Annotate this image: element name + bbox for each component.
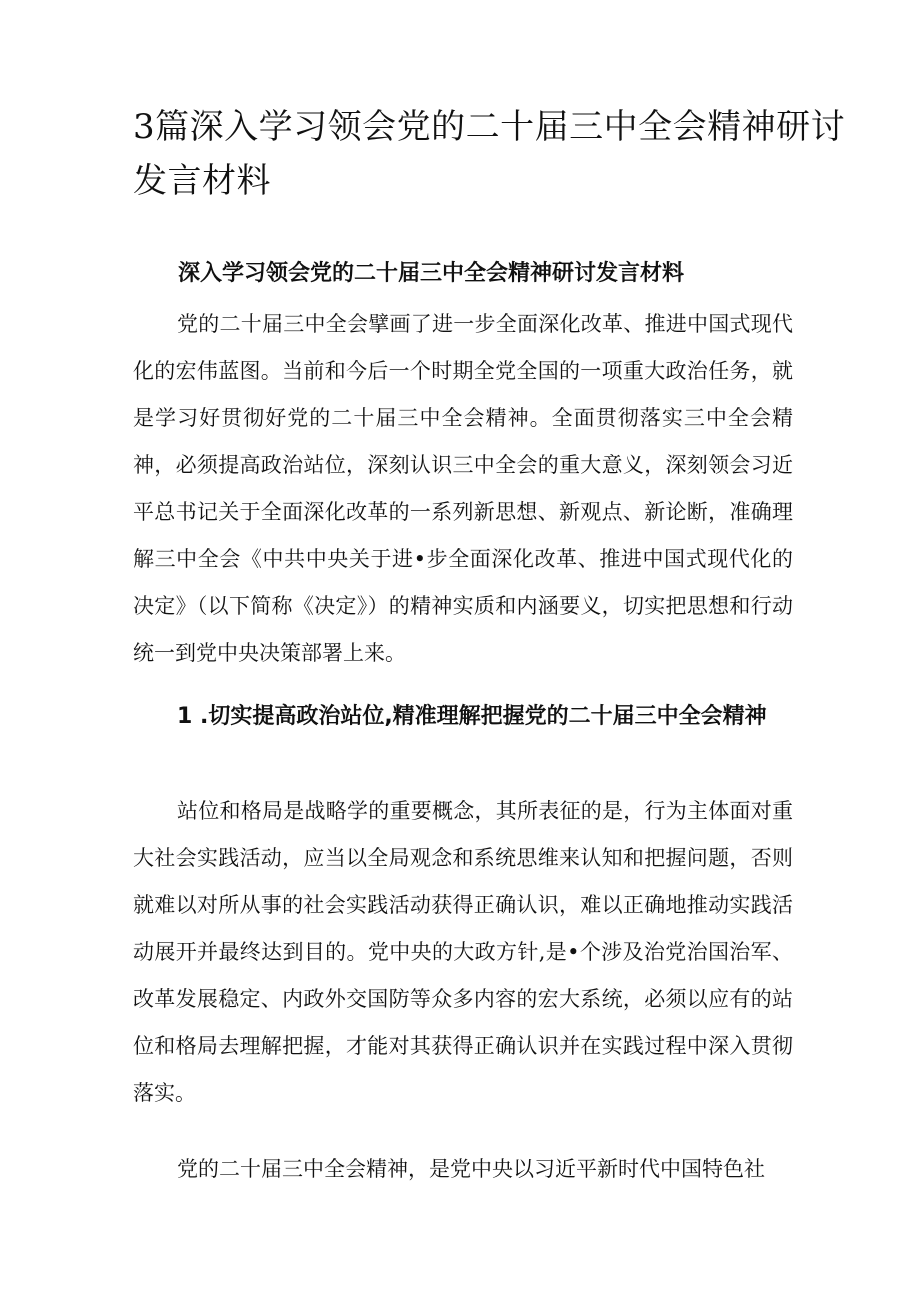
paragraph-3: 党的二十届三中全会精神，是党中央以习近平新时代中国特色社 (177, 1157, 765, 1181)
paragraph-1: 党的二十届三中全会擘画了进一步全面深化改革、推进中国式现代化的宏伟蓝图。当前和今后一个时期全党全国的一项重大政治任务，就是学习好贯彻好党的二十届三中全会精神。全面贯彻落实三中全会精神，必须提高政治站位，深刻认识三中全会的重大意义，深刻领会习近平总书记关于全面深化改革的一系列新思想、新观点、新论断，准确理解三中全会《中共中央关于进•步全面深化改革、推进中国式现代化的决定》（以下简称《决定》）的精神实质和内涵要义，切实把思想和行动统一到党中央决策部署上来。 (133, 312, 793, 665)
section-heading-1: 1 .切实提高政治站位,精准理解把握党的二十届三中全会精神 (177, 704, 767, 729)
paragraph-2: 站位和格局是战略学的重要概念，其所表征的是，行为主体面对重大社会实践活动，应当以全局观念和系统思维来认知和把握问题，否则就难以对所从事的社会实践活动获得正确认识，难以正确地推动实践活动展开并最终达到目的。党中央的大政方针,是•个涉及治党治国治军、改革发展稳定、内政外交国防等众多内容的宏大系统，必须以应有的站位和格局去理解把握，才能对其获得正确认识并在实践过程中深入贯彻落实。 (133, 799, 793, 1105)
article-subtitle: 深入学习领会党的二十届三中全会精神研讨发言材料 (178, 261, 685, 286)
document-title: 3篇深入学习领会党的二十届三中全会精神研讨发言材料 (133, 107, 846, 201)
